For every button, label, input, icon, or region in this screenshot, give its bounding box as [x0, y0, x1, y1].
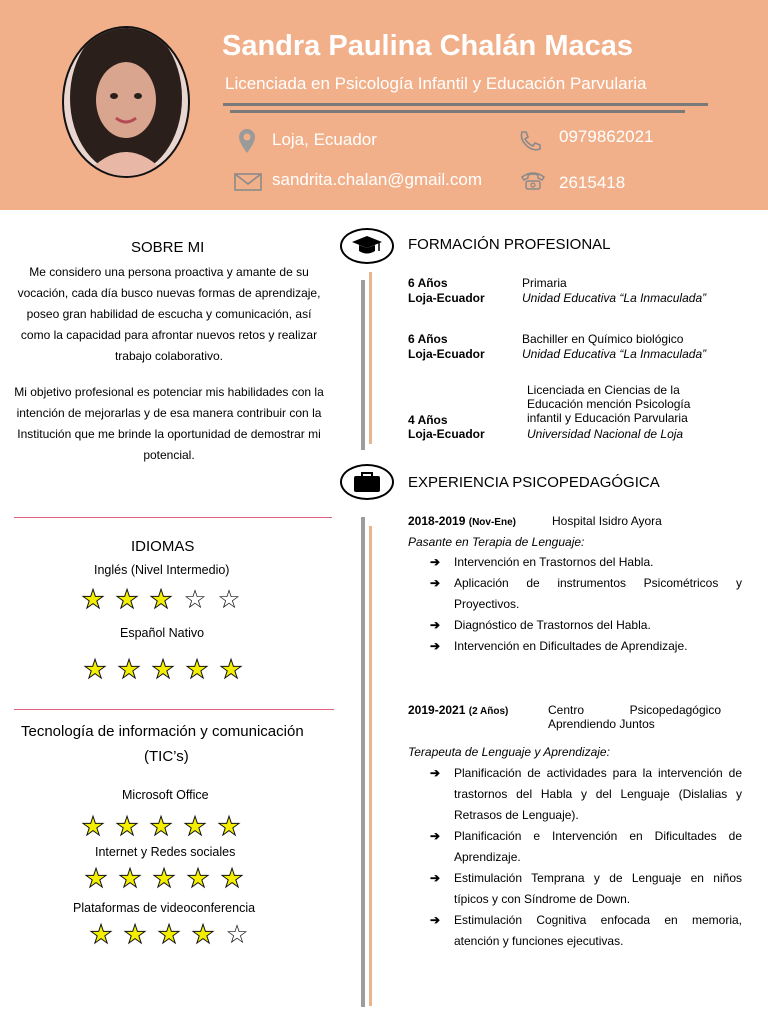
timeline-accent	[369, 526, 372, 1006]
telephone-icon	[520, 170, 546, 190]
job-period: 2018-2019	[408, 514, 466, 528]
star-filled-icon: ★	[219, 654, 243, 684]
graduation-cap-icon	[351, 234, 383, 258]
job-bullet	[408, 552, 742, 573]
star-filled-icon: ★	[217, 811, 241, 841]
star-filled-icon: ★	[191, 919, 215, 949]
education-years: 6 Años	[408, 276, 448, 290]
job-bullet	[408, 763, 742, 826]
email-text: sandrita.chalan@gmail.com	[272, 170, 483, 189]
job-period: 2019-2021	[408, 703, 466, 717]
job-bullet	[408, 826, 742, 868]
location-text: Loja, Ecuador	[272, 130, 377, 149]
education-place: Loja-Ecuador	[408, 347, 485, 361]
briefcase-icon	[353, 471, 381, 493]
arrow-right-icon: ➔	[430, 618, 441, 632]
star-filled-icon: ★	[149, 584, 173, 614]
arrow-right-icon: ➔	[430, 913, 441, 927]
job-bullet	[408, 636, 742, 657]
tics-title-abbrev: (TIC’s)	[144, 748, 189, 765]
star-filled-icon: ★	[118, 863, 142, 893]
education-title: FORMACIÓN PROFESIONAL	[408, 236, 611, 253]
job-bullet-text: Aplicación de instrumentos Psicométricos y Proyectivos.	[454, 576, 742, 611]
job-bullet-text: Planificación e Intervención en Dificultades de Aprendizaje.	[454, 829, 742, 864]
education-degree: infantil y Educación Parvularia	[527, 411, 688, 425]
languages-title: IDIOMAS	[131, 538, 195, 555]
arrow-right-icon: ➔	[430, 639, 441, 653]
star-filled-icon: ★	[89, 919, 113, 949]
phone-handset-icon	[518, 130, 542, 152]
envelope-icon	[234, 173, 262, 191]
education-institution: Universidad Nacional de Loja	[527, 427, 684, 441]
arrow-right-icon: ➔	[430, 555, 441, 569]
timeline-accent	[369, 272, 372, 444]
star-filled-icon: ★	[83, 654, 107, 684]
job-duration: (2 Años)	[468, 706, 509, 717]
education-institution: Unidad Educativa “La Inmaculada”	[522, 291, 707, 305]
job-place: Hospital Isidro Ayora	[552, 514, 662, 528]
star-empty-icon: ☆	[183, 584, 207, 614]
skill-label: Microsoft Office	[122, 788, 209, 802]
star-empty-icon: ☆	[217, 584, 241, 614]
job-period-line	[408, 703, 508, 717]
education-place: Loja-Ecuador	[408, 427, 485, 441]
star-filled-icon: ★	[149, 811, 173, 841]
about-paragraph-2: Mi objetivo profesional es potenciar mis habilidades con la intención de mejorarlas y de esa manera contribuir con la Institución que me brinde la oportunidad de demostrar mi potencial.	[14, 385, 324, 462]
arrow-right-icon: ➔	[430, 829, 441, 843]
job-role: Terapeuta de Lenguaje y Aprendizaje:	[408, 745, 610, 759]
star-filled-icon: ★	[81, 584, 105, 614]
map-pin-icon	[238, 128, 256, 154]
star-filled-icon: ★	[183, 811, 207, 841]
job-bullet-text: Estimulación Temprana y de Lenguaje en niños típicos y con Síndrome de Down.	[454, 871, 742, 906]
about-title: SOBRE MI	[131, 239, 205, 256]
job-duration: (Nov-Ene)	[468, 517, 516, 528]
header-divider	[223, 103, 708, 106]
arrow-right-icon: ➔	[430, 576, 441, 590]
arrow-right-icon: ➔	[430, 766, 441, 780]
rating-stars	[76, 811, 246, 841]
job-bullet-text: Diagnóstico de Trastornos del Habla.	[454, 618, 651, 632]
job-bullet	[408, 910, 742, 952]
rating-stars	[76, 584, 246, 614]
skill-label: Plataformas de videoconferencia	[73, 901, 256, 915]
star-empty-icon: ☆	[225, 919, 249, 949]
mobile-text: 0979862021	[559, 127, 654, 146]
rating-stars	[84, 919, 254, 949]
star-filled-icon: ★	[115, 811, 139, 841]
section-divider	[14, 709, 334, 710]
skill-label: Internet y Redes sociales	[95, 845, 236, 859]
candidate-title: Licenciada en Psicología Infantil y Educación Parvularia	[225, 74, 647, 93]
education-degree: Educación mención Psicología	[527, 397, 691, 411]
section-divider	[14, 517, 332, 518]
education-years: 4 Años	[408, 413, 448, 427]
star-filled-icon: ★	[185, 654, 209, 684]
job-bullet-text: Intervención en Dificultades de Aprendizaje.	[454, 639, 688, 653]
education-institution: Unidad Educativa “La Inmaculada”	[522, 347, 707, 361]
rating-stars	[78, 654, 248, 684]
job-place: Centro Psicopedagógico	[548, 703, 721, 717]
phone-text: 2615418	[559, 173, 626, 192]
job-bullet-text: Estimulación Cognitiva enfocada en memoria, atención y funciones ejecutivas.	[454, 913, 742, 948]
job-bullet	[408, 868, 742, 910]
candidate-name: Sandra Paulina Chalán Macas	[222, 30, 633, 62]
star-filled-icon: ★	[84, 863, 108, 893]
education-degree: Licenciada en Ciencias de la	[527, 383, 680, 397]
profile-photo	[62, 26, 190, 178]
star-filled-icon: ★	[151, 654, 175, 684]
star-filled-icon: ★	[123, 919, 147, 949]
rating-stars	[79, 863, 249, 893]
star-filled-icon: ★	[152, 863, 176, 893]
timeline-line	[361, 280, 365, 450]
experience-title: EXPERIENCIA PSICOPEDAGÓGICA	[408, 474, 660, 491]
education-icon-circle	[340, 228, 394, 264]
experience-icon-circle	[340, 464, 394, 500]
job-bullet	[408, 615, 742, 636]
job-bullet-list	[408, 763, 742, 952]
job-bullet	[408, 573, 742, 615]
education-degree: Primaria	[522, 276, 567, 290]
job-bullet-list	[408, 552, 742, 657]
star-filled-icon: ★	[186, 863, 210, 893]
about-paragraph-1: Me considero una persona proactiva y amante de su vocación, cada día busco nuevas formas de aprendizaje, poseo gran habilidad de escucha y comunicación, así como la capacidad para afrontar nuevos retos y realizar trabajo colaborativo.	[17, 265, 321, 363]
language-label: Español Nativo	[120, 626, 205, 640]
job-place: Aprendiendo Juntos	[548, 717, 655, 731]
job-bullet-text: Intervención en Trastornos del Habla.	[454, 555, 654, 569]
education-years: 6 Años	[408, 332, 448, 346]
education-degree: Bachiller en Químico biológico	[522, 332, 684, 346]
language-label: Inglés (Nivel Intermedio)	[94, 563, 230, 577]
star-filled-icon: ★	[157, 919, 181, 949]
header-divider-secondary	[230, 110, 685, 113]
star-filled-icon: ★	[81, 811, 105, 841]
arrow-right-icon: ➔	[430, 871, 441, 885]
education-place: Loja-Ecuador	[408, 291, 485, 305]
tics-title: Tecnología de información y comunicación	[21, 723, 304, 740]
job-role: Pasante en Terapia de Lenguaje:	[408, 535, 585, 549]
star-filled-icon: ★	[220, 863, 244, 893]
job-bullet-text: Planificación de actividades para la intervención de trastornos del Habla y del Lenguaje (Dislalias y Retrasos de Lenguaje).	[454, 766, 742, 822]
timeline-line	[361, 517, 365, 1007]
job-period-line	[408, 514, 516, 528]
star-filled-icon: ★	[115, 584, 139, 614]
star-filled-icon: ★	[117, 654, 141, 684]
